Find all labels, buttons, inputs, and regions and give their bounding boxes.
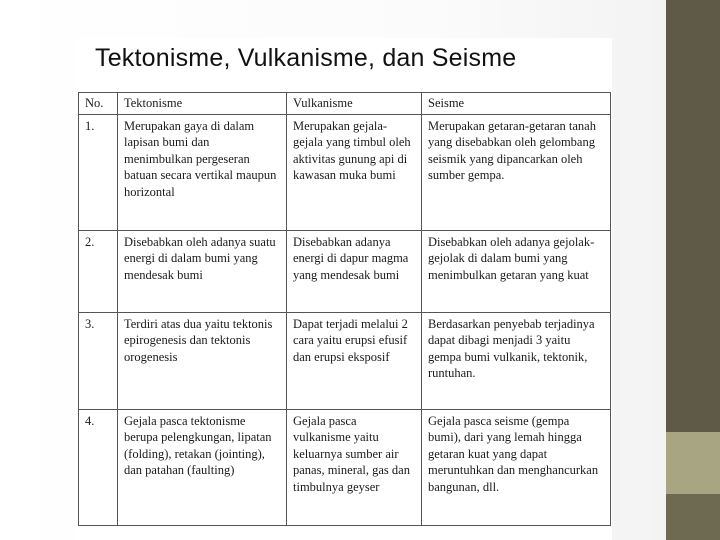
cell-tektonisme: Gejala pasca tektonisme berupa pelengkungan, lipatan (folding), retakan (jointing), dan patahan (faulting) <box>118 409 287 525</box>
header-seisme: Seisme <box>422 93 611 115</box>
header-tektonisme: Tektonisme <box>118 93 287 115</box>
table-row <box>79 114 611 230</box>
cell-vulkanisme: Disebabkan adanya energi di dapur magma yang mendesak bumi <box>287 230 422 312</box>
cell-no: 2. <box>79 230 118 312</box>
cell-tektonisme: Terdiri atas dua yaitu tektonis epirogenesis dan tektonis orogenesis <box>118 312 287 409</box>
cell-seisme: Merupakan getaran-getaran tanah yang disebabkan oleh gelombang seismik yang dipancarkan oleh sumber gempa. <box>422 114 611 230</box>
header-no: No. <box>79 93 118 115</box>
comparison-table <box>78 92 611 526</box>
cell-vulkanisme: Merupakan gejala-gejala yang timbul oleh aktivitas gunung api di kawasan muka bumi <box>287 114 422 230</box>
header-vulkanisme: Vulkanisme <box>287 93 422 115</box>
table-row <box>79 409 611 525</box>
cell-no: 1. <box>79 114 118 230</box>
table-row <box>79 230 611 312</box>
side-decor-accent-lower <box>666 494 720 540</box>
cell-tektonisme: Merupakan gaya di dalam lapisan bumi dan menimbulkan pergeseran batuan secara vertikal maupun horizontal <box>118 114 287 230</box>
side-decor-accent <box>666 432 720 494</box>
cell-tektonisme: Disebabkan oleh adanya suatu energi di dalam bumi yang mendesak bumi <box>118 230 287 312</box>
table-row <box>79 312 611 409</box>
cell-vulkanisme: Dapat terjadi melalui 2 cara yaitu erupsi efusif dan erupsi eksposif <box>287 312 422 409</box>
cell-vulkanisme: Gejala pasca vulkanisme yaitu keluarnya sumber air panas, mineral, gas dan timbulnya geyser <box>287 409 422 525</box>
cell-seisme: Gejala pasca seisme (gempa bumi), dari yang lemah hingga getaran kuat yang dapat meruntuhkan dan menghancurkan bangunan, dll. <box>422 409 611 525</box>
cell-no: 3. <box>79 312 118 409</box>
cell-seisme: Berdasarkan penyebab terjadinya dapat dibagi menjadi 3 yaitu gempa bumi vulkanik, tektonik, runtuhan. <box>422 312 611 409</box>
slide-title: Tektonisme, Vulkanisme, dan Seisme <box>95 40 600 84</box>
cell-no: 4. <box>79 409 118 525</box>
cell-seisme: Disebabkan oleh adanya gejolak-gejolak di dalam bumi yang menimbulkan getaran yang kuat <box>422 230 611 312</box>
table-header-row <box>79 93 611 115</box>
